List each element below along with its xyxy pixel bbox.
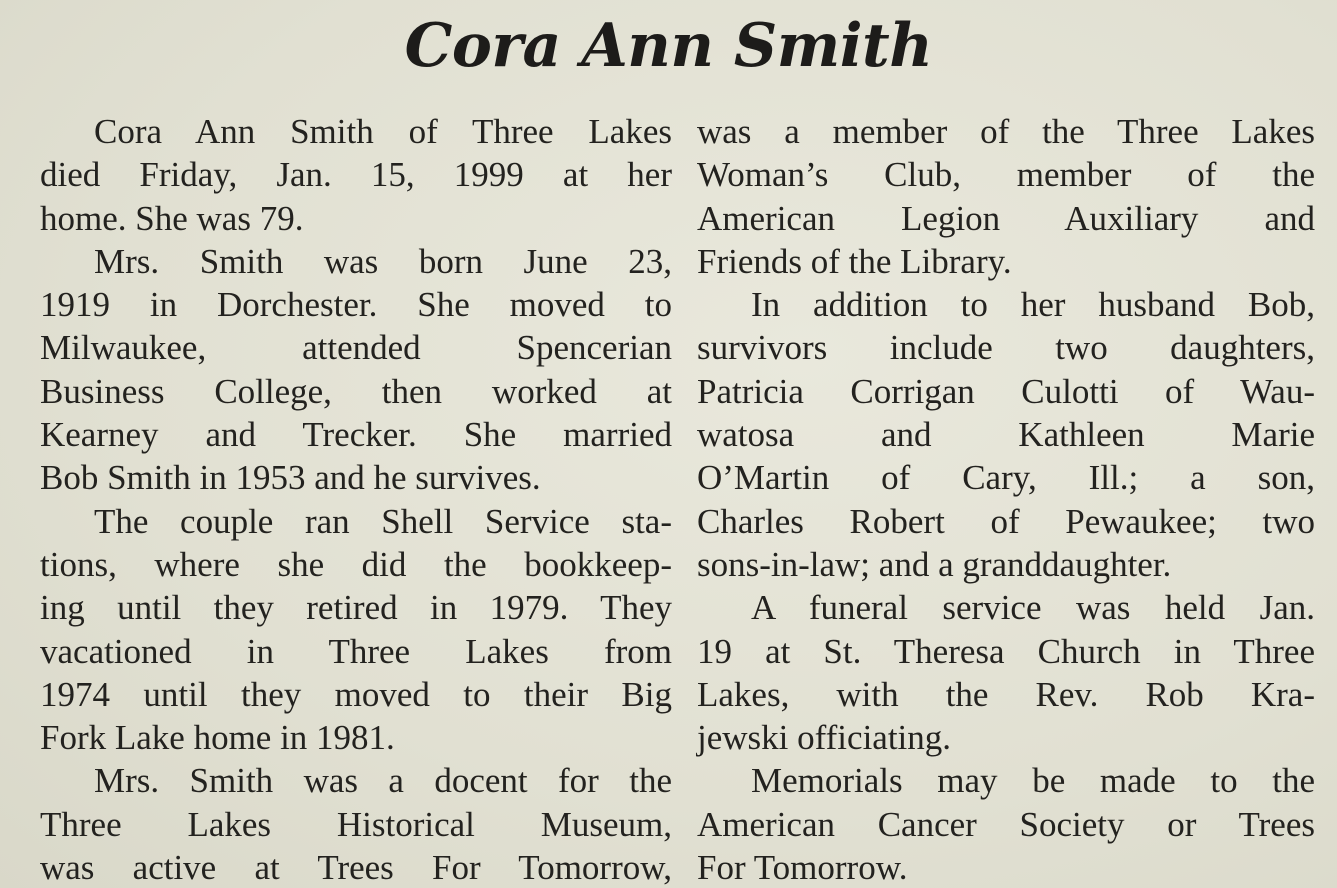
text-line: A funeral service was held Jan. <box>751 588 1315 628</box>
text-line: Fork Lake home in 1981. <box>40 718 395 758</box>
text-line: Business College, then worked at <box>40 371 672 411</box>
text-line: 19 at St. Theresa Church in Three <box>697 631 1315 671</box>
text-line: was a member of the Three Lakes <box>697 112 1315 151</box>
text-line: Patricia Corrigan Culotti of Wau- <box>697 371 1315 411</box>
text-line: In addition to her husband Bob, <box>751 285 1315 325</box>
text-line: was active at Trees For Tomorrow, <box>40 848 672 888</box>
text-line: watosa and Kathleen Marie <box>697 415 1315 455</box>
text-line: Woman’s Club, member of the <box>697 155 1315 195</box>
text-line: American Legion Auxiliary and <box>697 198 1315 238</box>
text-line: died Friday, Jan. 15, 1999 at her <box>40 155 672 195</box>
text-line: Three Lakes Historical Museum, <box>40 804 672 844</box>
text-line: Milwaukee, attended Spencerian <box>40 328 672 368</box>
right-column <box>697 110 1315 888</box>
text-line: sons-in-law; and a granddaughter. <box>697 544 1172 584</box>
text-line: jewski officiating. <box>697 718 952 758</box>
text-line: Friends of the Library. <box>697 241 1012 281</box>
text-line: Bob Smith in 1953 and he survives. <box>40 458 541 498</box>
text-line: Charles Robert of Pewaukee; two <box>697 501 1315 541</box>
text-line: For Tomorrow. <box>697 848 908 888</box>
text-line: The couple ran Shell Service sta- <box>94 501 672 541</box>
text-line: survivors include two daughters, <box>697 328 1315 368</box>
text-line: home. She was 79. <box>40 198 304 238</box>
text-line: Memorials may be made to the <box>751 761 1315 801</box>
text-line: Mrs. Smith was born June 23, <box>94 241 672 281</box>
text-line: Kearney and Trecker. She married <box>40 415 672 455</box>
obituary-headline: Cora Ann Smith <box>404 11 933 81</box>
left-column <box>40 110 672 888</box>
text-line: Lakes, with the Rev. Rob Kra- <box>697 674 1315 714</box>
text-line: ing until they retired in 1979. They <box>40 588 672 628</box>
text-line: vacationed in Three Lakes from <box>40 631 672 671</box>
text-line: Cora Ann Smith of Three Lakes <box>94 112 672 151</box>
text-line: Mrs. Smith was a docent for the <box>94 761 672 801</box>
text-line: tions, where she did the bookkeep- <box>40 544 672 584</box>
text-line: 1974 until they moved to their Big <box>40 674 672 714</box>
text-line: 1919 in Dorchester. She moved to <box>40 285 672 325</box>
text-line: O’Martin of Cary, Ill.; a son, <box>697 458 1315 498</box>
text-line: American Cancer Society or Trees <box>697 804 1315 844</box>
